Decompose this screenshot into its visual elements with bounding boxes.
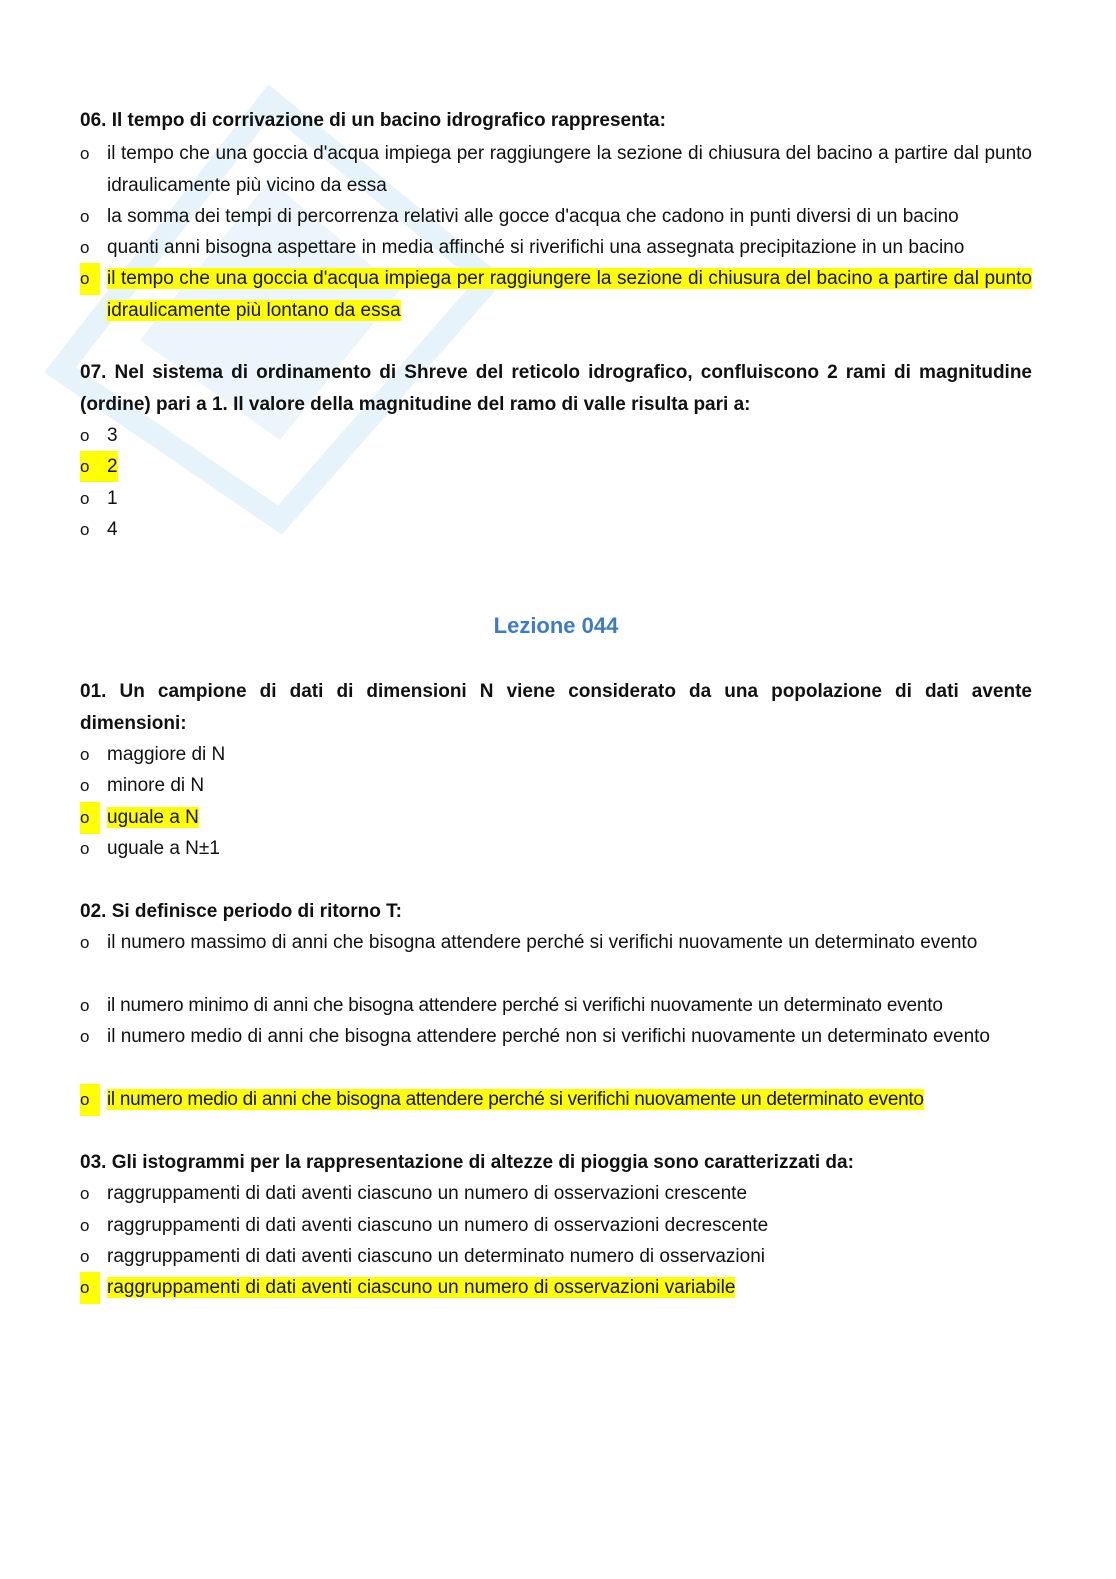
question-02-option-3[interactable] (80, 1021, 1032, 1053)
option-text-highlighted: il tempo che una goccia d'acqua impiega per raggiungere la sezione di chiusura del bacino a partire dal punto idraulicamente più lontano da essa (107, 268, 1032, 321)
circle-bullet-icon: o (80, 238, 90, 257)
question-01-title-line1: 01. Un campione di dati di dimensioni N viene considerato da una popolazione di dati avente (80, 681, 1032, 702)
question-07-option-4[interactable] (80, 514, 1032, 546)
question-07-option-2-correct[interactable] (80, 451, 1032, 483)
question-01-title (80, 676, 1032, 740)
circle-bullet-icon: o (80, 1216, 90, 1235)
option-text: 4 (107, 519, 118, 540)
circle-bullet-icon: o (80, 839, 90, 858)
circle-bullet-icon: o (80, 745, 90, 764)
question-01-option-3-correct[interactable] (80, 802, 1032, 834)
circle-bullet-icon: o (80, 776, 90, 795)
option-text-highlighted: raggruppamenti di dati aventi ciascuno un numero di osservazioni variabile (107, 1277, 736, 1298)
circle-bullet-icon: o (80, 1084, 100, 1116)
option-text: raggruppamenti di dati aventi ciascuno un numero di osservazioni crescente (107, 1183, 748, 1204)
circle-bullet-icon: o (80, 426, 90, 445)
question-03-option-2[interactable] (80, 1210, 1032, 1242)
question-07-title-line2: (ordine) pari a 1. Il valore della magnitudine del ramo di valle risulta pari a: (80, 394, 751, 415)
circle-bullet-icon: o (80, 263, 100, 295)
question-01-option-4[interactable] (80, 833, 1032, 865)
circle-bullet-icon: o (80, 933, 90, 952)
question-02-title: 02. Si definisce periodo di ritorno T: (80, 901, 402, 922)
question-07-title (80, 357, 1032, 421)
option-text: 1 (107, 488, 118, 509)
question-03-option-1[interactable] (80, 1178, 1032, 1210)
question-06-option-1[interactable] (80, 138, 1032, 201)
question-01-title-line2: dimensioni: (80, 713, 187, 734)
option-text: il numero minimo di anni che bisogna attendere perché si verifichi nuovamente un determinato evento (107, 995, 943, 1016)
circle-bullet-icon: o (80, 144, 90, 163)
option-text: quanti anni bisogna aspettare in media affinché si riverifichi una assegnata precipitazione in un bacino (107, 237, 965, 258)
question-07-title-line1: 07. Nel sistema di ordinamento di Shreve del reticolo idrografico, confluiscono 2 rami di magnitudine (80, 362, 1032, 383)
question-01-option-2[interactable] (80, 770, 1032, 802)
question-06-title: 06. Il tempo di corrivazione di un bacino idrografico rappresenta: (80, 110, 666, 131)
circle-bullet-icon: o (80, 207, 90, 226)
circle-bullet-icon: o (80, 1247, 90, 1266)
circle-bullet-icon: o (80, 1272, 100, 1304)
option-text-highlighted: il numero medio di anni che bisogna attendere perché si verifichi nuovamente un determinato evento (107, 1089, 924, 1110)
circle-bullet-icon: o (80, 1184, 90, 1203)
option-text: raggruppamenti di dati aventi ciascuno un determinato numero di osservazioni (107, 1246, 765, 1267)
question-03-option-4-correct[interactable] (80, 1272, 1032, 1304)
option-text: la somma dei tempi di percorrenza relativi alle gocce d'acqua che cadono in punti diversi di un bacino (107, 206, 959, 227)
question-06-option-3[interactable] (80, 232, 1032, 264)
option-text: il numero massimo di anni che bisogna attendere perché si verifichi nuovamente un determinato evento (107, 932, 978, 953)
circle-bullet-icon: o (80, 996, 90, 1015)
question-02-option-1[interactable] (80, 927, 1032, 959)
question-03-title: 03. Gli istogrammi per la rappresentazione di altezze di pioggia sono caratterizzati da: (80, 1152, 854, 1173)
question-07-option-1[interactable] (80, 420, 1032, 452)
option-text: il numero medio di anni che bisogna attendere perché non si verifichi nuovamente un determinato evento (107, 1026, 990, 1047)
option-text-highlighted: 2 (107, 456, 118, 477)
option-text: minore di N (107, 775, 205, 796)
option-text: il tempo che una goccia d'acqua impiega per raggiungere la sezione di chiusura del bacino a partire dal punto idraulicamente più vicino da essa (107, 143, 1032, 196)
question-06-option-2[interactable] (80, 201, 1032, 233)
question-02-option-2[interactable] (80, 990, 1032, 1022)
option-text: maggiore di N (107, 744, 226, 765)
question-06-option-4-correct[interactable] (80, 263, 1032, 326)
lesson-heading: Lezione 044 (493, 613, 619, 638)
circle-bullet-icon: o (80, 802, 100, 834)
question-02-option-4-correct[interactable] (80, 1084, 1032, 1116)
question-03-option-3[interactable] (80, 1241, 1032, 1273)
option-text: raggruppamenti di dati aventi ciascuno un numero di osservazioni decrescente (107, 1215, 769, 1236)
circle-bullet-icon: o (80, 1027, 90, 1046)
circle-bullet-icon: o (80, 489, 90, 508)
option-text-highlighted: uguale a N (107, 807, 199, 828)
question-07-option-3[interactable] (80, 483, 1032, 515)
circle-bullet-icon: o (80, 520, 90, 539)
question-01-option-1[interactable] (80, 739, 1032, 771)
circle-bullet-icon: o (80, 457, 90, 476)
option-text: uguale a N±1 (107, 838, 220, 859)
option-text: 3 (107, 425, 118, 446)
